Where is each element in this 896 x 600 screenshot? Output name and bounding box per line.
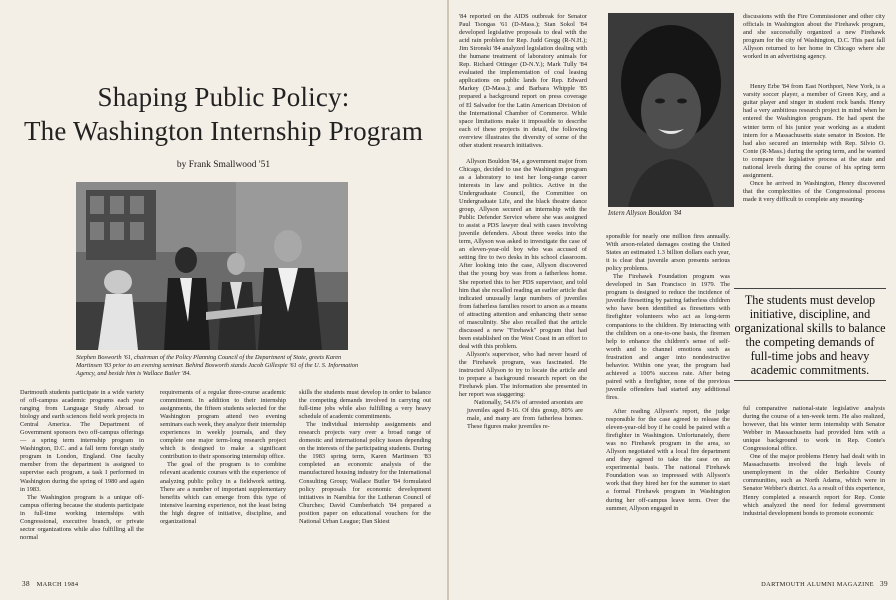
paragraph: The individual internship assignments and research projects vary over a broad range of domestic and international policy issues depending on the interests of the participating students. During the 1983 spring term, Karen Martinsen '83 completed an economic analysis of the manufactured housing industry for the International Consulting Group; Wallace Butler '84 formulated policy proposals for economic development initiatives in Namibia for the Lutheran Council of Churches; David Cumberbatch '84 prepared a position paper on educational vouchers for the National Urban League; Dan Skiest (299, 421, 431, 525)
pull-quote: The students must develop initiative, discipline, and organizational skills to balance the competing demands of full-time jobs and heavy academic commitments. (734, 288, 886, 381)
paragraph: The Washington program is a unique off-campus offering because the students participate in full-time working internships with Congressional, executive branch, or private sector organizations while also fulfilling all the normal (20, 493, 144, 541)
paragraph: The Firehawk Foundation program was developed in San Francisco in 1979. The program is designed to reduce the incidence of juvenile firesetting by pairing fatherless children who have been identified as firesetters with firefighter volunteers who act as long-term companions to the children. By interacting with the children on a one-to-one basis, the firemen help to enhance the children's sense of self-worth and to channel emotions such as frustration and anger into nondestructive behavior. Within one year, the program had achieved a 100% success rate. After being paired with a firefighter, none of the previous juvenile offenders had started any additional fires. (606, 273, 730, 401)
paragraph: '84 reported on the AIDS outbreak for Senator Paul Tsongas '61 (D-Mass.); Stan Sokol '84 developed legislative proposals to deal with the acid rain problem for Rep. Judd Gregg (R-N.H.); Jim Stronski '84 analyzed legislation dealing with the humane treatment of laboratory animals for Rep. Richard Ottinger (D-N.Y.); Mark Tully '84 evaluated the implementation of coal leasing applications on public lands for Rep. Edward Markey (D-Mass.); and Barbara Whipple '85 prepared a background report on press coverage of El Salvador for the Latin American Division of the International Chamber of Commerce. While space limitations make it impossible to describe each of these projects in detail, the following overview illustrates the diversity of some of the other student research initiatives. (459, 13, 587, 149)
left-folio (22, 580, 78, 588)
paragraph: Henry Erbe '84 from East Northport, New York, is a varsity soccer player, a member of Green Key, and a guitar player and singer in student rock bands. Henry had a very ambitious research project in mind when he entered the Washington program. He had spent the winter term of his junior year working as a student intern for a Massachusetts state senator in Boston. He had also secured an internship with Rep. Silvio O. Conte (R-Mass.) during the spring term, and he wanted to compare the legislative process at the state and national levels during the course of his spring term assignment. (743, 83, 885, 179)
portrait-caption: Intern Allyson Bouldon '84 (608, 210, 682, 217)
right-column-1 (459, 13, 587, 431)
left-column-3 (299, 389, 431, 526)
photo-group-of-men (76, 182, 348, 350)
paragraph: After reading Allyson's report, the judge responsible for the case agreed to release the eleven-year-old boy if he could be paired with a firefighter in Washington. Unfortunately, there was no Firehawk program in the area, so Allyson negotiated with a local fire department and they agreed to take the case on an experimental basis. The national Firehawk Foundation was so impressed with Allyson's work that they hired her for the summer to start a formal Firehawk program in Washington during her off-campus leave term. Over the summer, Allyson engaged in (606, 407, 730, 512)
paragraph: discussions with the Fire Commissioner and other city officials in Washington about the Firehawk program, and she successfully organized a new Firehawk program for the city of Washington, D.C. This past fall Allyson returned to her home in Chicago where she worked in an advertising agency. (743, 13, 885, 61)
portrait-photo (608, 13, 734, 207)
right-column-4 (743, 405, 885, 518)
paragraph: Once he arrived in Washington, Henry discovered that the complexities of the Congressional process made it very difficult to complete any meaning- (743, 179, 885, 203)
right-column-3 (743, 13, 885, 204)
page-number: 38 (22, 580, 30, 588)
main-photo-caption: Stephen Bosworth '61, chairman of the Policy Planning Council of the Department of State, greets Karen Martinsen '83 prior to an evening seminar. Behind Bosworth stands Jacob Gillespie '61 of the U. S. Information Agency, and beside him is Wallace Butler '84. (76, 354, 359, 377)
paragraph: The goal of the program is to combine relevant academic courses with the experience of analyzing public policy in a fieldwork setting. There are a number of important supplementary benefits which can emerge from this type of intensive learning experience, not the least being the high degree of initiative, discipline, and organizational (160, 461, 286, 525)
right-folio (760, 580, 888, 588)
paragraph: One of the major problems Henry had dealt with in Massachusetts involved the high levels of unemployment in the older Berkshire County communities, such as North Adams, which were in Senator Webber's district. As a result of this experience, Henry completed a research report for Rep. Conte which analyzed the need for federal government industrial development bonds to promote economic (743, 453, 885, 517)
left-column-2 (160, 389, 286, 526)
paragraph: sponsible for nearly one million fires annually. With arson-related damages costing the United States an estimated 1.3 billion dollars each year, it is clear that juvenile arson presents serious policy problems. (606, 233, 730, 273)
paragraph: Allyson Bouldon '84, a government major from Chicago, decided to use the Washington program as a laboratory to test her long-range career interests in law and politics. Active in the Undergraduate Council, the Committee on Undergraduate Life, and the black theatre dance group, Allyson secured an internship with the Public Defender Service where she was assigned to assist a PDS lawyer deal with cases involving juvenile defenders. About three weeks into the term, Allyson was asked to investigate the case of an eleven-year-old boy who was accused of setting fire to two desks in his school classroom. After looking into the case, Allyson discovered that the young boy was from a fatherless home. She reported this to her PDS supervisor, and told him that she recalled reading an earlier article that indicated unusually large numbers of juveniles from fatherless families resort to arson as a means of attracting attention and enhancing their sense of masculinity. She also recalled that the article discussed a new "Firehawk" program that had been established on the West Coast in an effort to deal with this problem. (459, 157, 587, 350)
page-number: 39 (880, 580, 888, 588)
main-photo (76, 182, 348, 350)
paragraph: requirements of a regular three-course academic commitment. In addition to their internship assignments, the fifteen students selected for the Washington program attend two evening seminars each week, they analyze their internship experiences in weekly journals, and they complete one major term-long research project which is designed to make a significant contribution to their sponsoring internship office. (160, 389, 286, 461)
paragraph: Dartmouth students participate in a wide variety of off-campus academic programs each year ranging from Language Study Abroad to biology and earth sciences field work projects in Central America. The Department of Government sponsors two off-campus offerings — a spring term internship program in Washington, D.C. and a fall term foreign study program in London, England. One faculty member from the department is assigned to supervise each program, a task I performed in Washington during the spring of 1980 and again in 1983. (20, 389, 144, 493)
byline: by Frank Smallwood '51 (176, 160, 271, 170)
article-title-line1: Shaping Public Policy: (97, 82, 350, 112)
issue-date: MARCH 1984 (36, 581, 79, 588)
right-column-2 (606, 233, 730, 513)
article-title-line2: The Washington Internship Program (23, 116, 424, 146)
magazine-name: DARTMOUTH ALUMNI MAGAZINE (761, 581, 874, 588)
paragraph: Allyson's supervisor, who had never heard of the Firehawk program, was fascinated. He instructed Allyson to try to locate the article and to prepare a background research report on the Firehawk plan. The information she presented in her report was staggering: (459, 350, 587, 399)
left-page (0, 0, 447, 600)
paragraph: ful comparative national-state legislative analysis during the course of a ten-week term. He also realized, however, that his winter term internship with Senator Webber in Massachusetts had provided him with a unique background to work in Rep. Conte's Congressional office. (743, 405, 885, 453)
indented-quote: Nationally, 54.6% of arrested arsonists are juveniles aged 8-16. Of this group, 80% are male, and many are from fatherless homes. These figures make juveniles re- (467, 399, 583, 431)
paragraph: skills the students must develop in order to balance the competing demands involved in carrying out full-time jobs while also fulfilling a very heavy schedule of academic commitments. (299, 389, 431, 421)
portrait-woman (608, 13, 734, 207)
left-column-1 (20, 389, 144, 542)
